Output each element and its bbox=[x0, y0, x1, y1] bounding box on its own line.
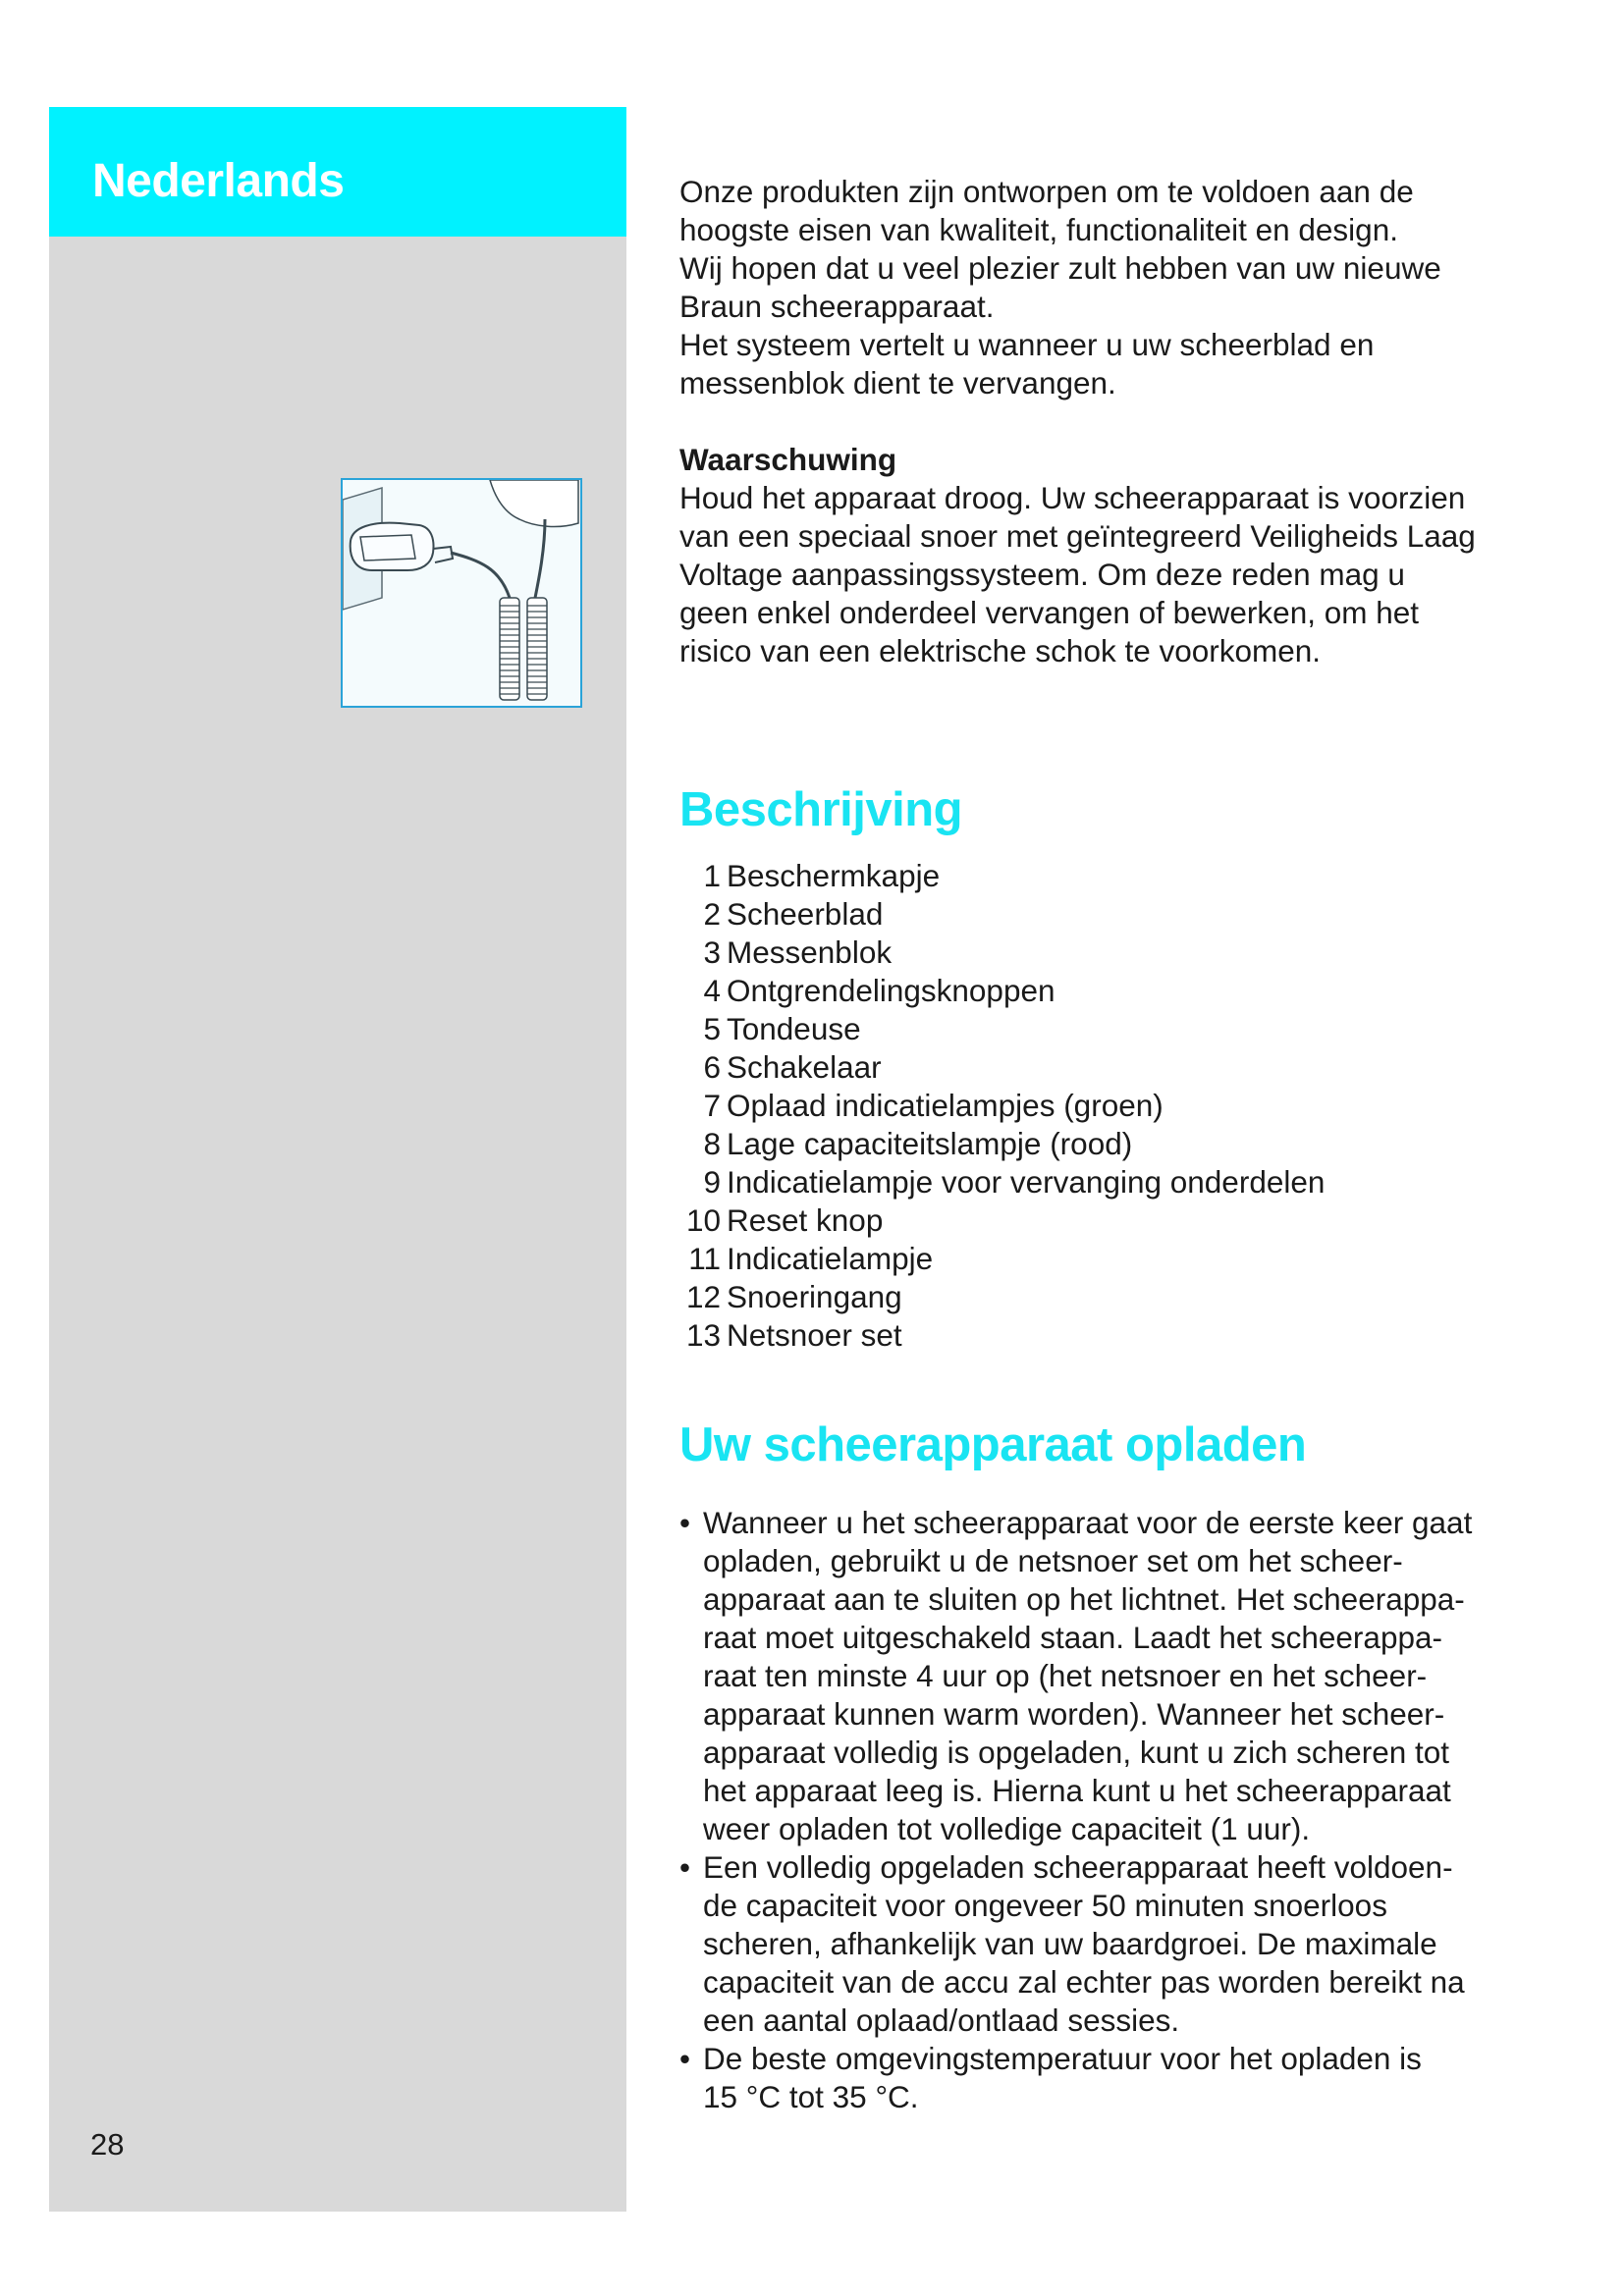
bullet-line: apparaat aan te sluiten op het lichtnet. Het scheerappa- bbox=[703, 1581, 1465, 1617]
main-content bbox=[679, 173, 1563, 2116]
bullet-line: raat moet uitgeschakeld staan. Laadt het scheerappa- bbox=[703, 1620, 1442, 1655]
part-number: 5 bbox=[703, 1011, 721, 1046]
list-item bbox=[679, 1278, 1563, 1316]
bullet-item bbox=[679, 2040, 1563, 2116]
list-item bbox=[679, 1201, 1563, 1240]
part-label: Snoeringang bbox=[727, 1279, 902, 1314]
bullet-icon: • bbox=[679, 1505, 691, 1540]
bullet-line: apparaat volledig is opgeladen, kunt u zich scheren tot bbox=[703, 1735, 1449, 1770]
plug-and-cord-icon bbox=[343, 480, 580, 706]
intro-line: Onze produkten zijn ontworpen om te voldoen aan de bbox=[679, 174, 1414, 209]
sidebar bbox=[49, 107, 626, 2212]
bullet-icon: • bbox=[679, 2041, 691, 2076]
intro-line: hoogste eisen van kwaliteit, functionaliteit en design. bbox=[679, 212, 1398, 247]
part-number: 12 bbox=[685, 1279, 721, 1314]
bullet-line: scheren, afhankelijk van uw baardgroei. De maximale bbox=[703, 1926, 1437, 1961]
language-banner bbox=[49, 107, 626, 237]
part-label: Tondeuse bbox=[727, 1011, 861, 1046]
part-label: Indicatielampje voor vervanging onderdelen bbox=[727, 1164, 1326, 1200]
parts-list bbox=[679, 857, 1563, 1355]
bullet-line: het apparaat leeg is. Hierna kunt u het scheerapparaat bbox=[703, 1773, 1451, 1808]
warning-line: Voltage aanpassingssysteem. Om deze reden mag u bbox=[679, 557, 1405, 592]
bullet-line: capaciteit van de accu zal echter pas worden bereikt na bbox=[703, 1964, 1465, 2000]
bullet-icon: • bbox=[679, 1849, 691, 1885]
part-number: 13 bbox=[685, 1317, 721, 1353]
bullet-line: de capaciteit voor ongeveer 50 minuten snoerloos bbox=[703, 1888, 1387, 1923]
part-label: Netsnoer set bbox=[727, 1317, 902, 1353]
description-heading: Beschrijving bbox=[679, 783, 963, 836]
bullet-line: raat ten minste 4 uur op (het netsnoer en het scheer- bbox=[703, 1658, 1428, 1693]
warning-section bbox=[679, 441, 1563, 670]
language-title: Nederlands bbox=[92, 155, 345, 207]
part-label: Reset knop bbox=[727, 1202, 884, 1238]
warning-line: geen enkel onderdeel vervangen of bewerken, om het bbox=[679, 595, 1420, 630]
bullet-line: Een volledig opgeladen scheerapparaat heeft voldoen- bbox=[703, 1849, 1453, 1885]
plug-illustration bbox=[341, 478, 582, 708]
part-number: 9 bbox=[703, 1164, 721, 1200]
intro-line: Wij hopen dat u veel plezier zult hebben van uw nieuwe bbox=[679, 250, 1441, 286]
part-label: Scheerblad bbox=[727, 896, 884, 932]
bullet-line: De beste omgevingstemperatuur voor het opladen is bbox=[703, 2041, 1422, 2076]
list-item bbox=[679, 1316, 1563, 1355]
bullet-item bbox=[679, 1848, 1563, 2040]
part-label: Messenblok bbox=[727, 934, 893, 970]
intro-line: Het systeem vertelt u wanneer u uw scheerblad en bbox=[679, 327, 1375, 362]
list-item bbox=[679, 857, 1563, 895]
part-number: 11 bbox=[688, 1241, 721, 1276]
bullet-item bbox=[679, 1504, 1563, 1848]
warning-line: van een speciaal snoer met geïntegreerd Veiligheids Laag bbox=[679, 518, 1476, 554]
list-item bbox=[679, 1240, 1563, 1278]
part-number: 6 bbox=[703, 1049, 721, 1085]
bullet-line: Wanneer u het scheerapparaat voor de eerste keer gaat bbox=[703, 1505, 1473, 1540]
intro-line: Braun scheerapparaat. bbox=[679, 289, 995, 324]
part-label: Oplaad indicatielampjes (groen) bbox=[727, 1088, 1164, 1123]
part-number: 7 bbox=[703, 1088, 721, 1123]
part-number: 8 bbox=[703, 1126, 721, 1161]
bullet-line: opladen, gebruikt u de netsnoer set om het scheer- bbox=[703, 1543, 1403, 1578]
list-item bbox=[679, 972, 1563, 1010]
bullet-line: apparaat kunnen warm worden). Wanneer het scheer- bbox=[703, 1696, 1445, 1732]
list-item bbox=[679, 934, 1563, 972]
list-item bbox=[679, 1048, 1563, 1087]
warning-line: risico van een elektrische schok te voorkomen. bbox=[679, 633, 1322, 668]
intro-line: messenblok dient te vervangen. bbox=[679, 365, 1116, 400]
warning-title: Waarschuwing bbox=[679, 442, 897, 477]
bullet-line: 15 °C tot 35 °C. bbox=[703, 2079, 919, 2114]
part-number: 10 bbox=[685, 1202, 721, 1238]
page-number: 28 bbox=[90, 2127, 125, 2162]
part-label: Indicatielampje bbox=[727, 1241, 934, 1276]
list-item bbox=[679, 1087, 1563, 1125]
bullet-line: weer opladen tot volledige capaciteit (1 uur). bbox=[703, 1811, 1311, 1846]
part-label: Beschermkapje bbox=[727, 858, 941, 893]
list-item bbox=[679, 1010, 1563, 1048]
warning-line: Houd het apparaat droog. Uw scheerapparaat is voorzien bbox=[679, 480, 1466, 515]
part-label: Schakelaar bbox=[727, 1049, 882, 1085]
part-number: 2 bbox=[703, 896, 721, 932]
charging-heading: Uw scheerapparaat opladen bbox=[679, 1418, 1307, 1471]
list-item bbox=[679, 1125, 1563, 1163]
part-number: 1 bbox=[703, 858, 721, 893]
bullet-line: een aantal oplaad/ontlaad sessies. bbox=[703, 2002, 1180, 2038]
part-number: 3 bbox=[703, 934, 721, 970]
part-label: Ontgrendelingsknoppen bbox=[727, 973, 1056, 1008]
part-label: Lage capaciteitslampje (rood) bbox=[727, 1126, 1133, 1161]
part-number: 4 bbox=[703, 973, 721, 1008]
intro-text bbox=[679, 173, 1563, 402]
charging-bullets bbox=[679, 1504, 1563, 2116]
list-item bbox=[679, 895, 1563, 934]
list-item bbox=[679, 1163, 1563, 1201]
